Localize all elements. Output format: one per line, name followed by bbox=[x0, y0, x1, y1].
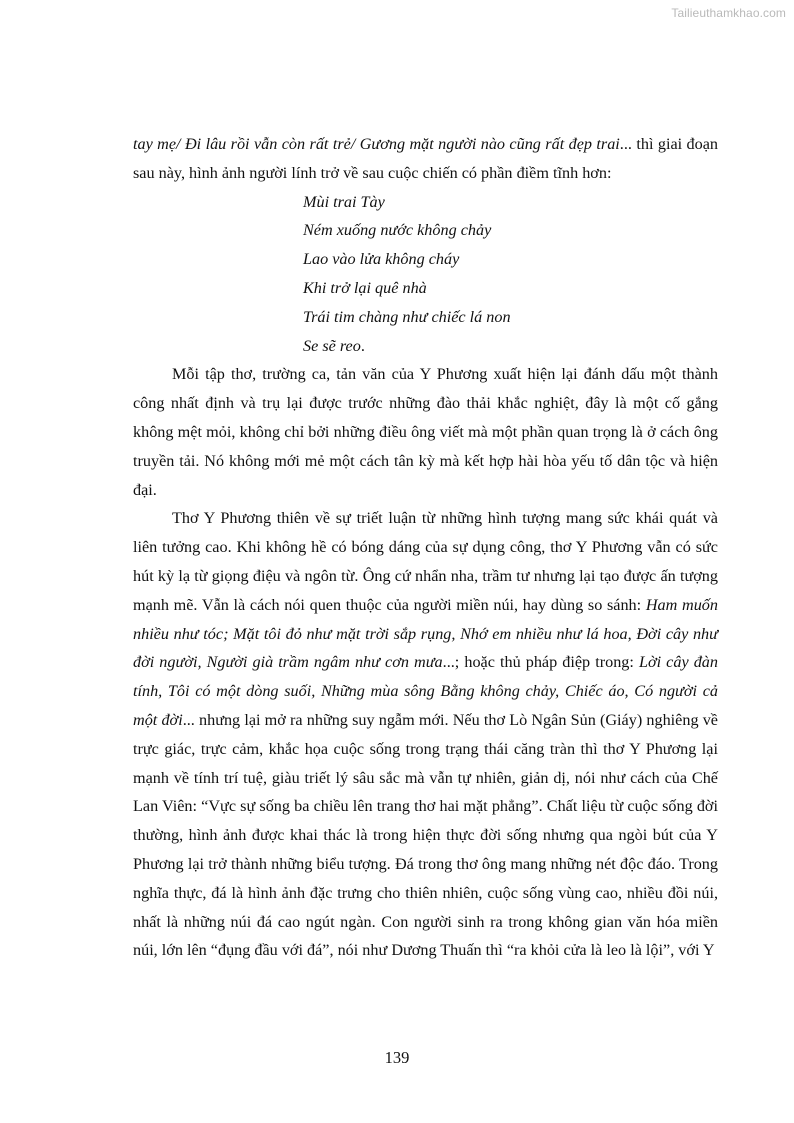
poem-line: Trái tim chàng như chiếc lá non bbox=[303, 307, 511, 326]
poem-block bbox=[133, 188, 718, 361]
watermark: Tailieuthamkhao.com bbox=[671, 6, 786, 20]
paragraph-3 bbox=[133, 504, 718, 965]
poem-line-last bbox=[303, 332, 718, 361]
poem-line: Ném xuống nước không chảy bbox=[303, 221, 492, 240]
poem-line: Mùi trai Tày bbox=[303, 192, 385, 211]
poem-line: Khi trở lại quê nhà bbox=[303, 278, 427, 297]
page-body bbox=[133, 130, 718, 965]
page-number: 139 bbox=[384, 1048, 410, 1067]
paragraph-3-part-3: ... nhưng lại mở ra những suy ngẫm mới. Nếu thơ Lò Ngân Sủn (Giáy) nghiêng về trực giác, trực cảm, khắc họa cuộc sống trong trạng thái căng tràn thì thơ Y Phương lại mạnh về tính trí tuệ, giàu triết lý sâu sắc mà vẫn tự nhiên, giản dị, nói như cách của Chế Lan Viên: “Vực sự sống ba chiều lên trang thơ hai mặt phẳng”. Chất liệu từ cuộc sống đời thường, hình ảnh được khai thác là trong hiện thực đời sống nhưng qua ngòi bút của Y Phương lại trở thành những biểu tượng. Đá trong thơ ông mang những nét độc đáo. Trong nghĩa thực, đá là hình ảnh đặc trưng cho thiên nhiên, cuộc sống vùng cao, nhiều đồi núi, nhất là những núi đá cao ngút ngàn. Con người sinh ra trong không gian văn hóa miền núi, lớn lên “đụng đầu với đá”, nói như Dương Thuấn thì “ra khỏi cửa là leo là lội”, với Y bbox=[133, 710, 718, 960]
paragraph-3-part-1: Thơ Y Phương thiên về sự triết luận từ những hình tượng mang sức khái quát và liên tưởng cao. Khi không hề có bóng dáng của sự dụng công, thơ Y Phương vẫn có sức hút kỳ lạ từ giọng điệu và ngôn từ. Ông cứ nhẩn nha, trầm tư nhưng lại tạo được ấn tượng mạnh mẽ. Vẫn là cách nói quen thuộc của người miền núi, hay dùng so sánh: bbox=[133, 509, 718, 614]
poem-line-text: Se sẽ reo bbox=[303, 336, 361, 355]
paragraph-3-italic-2: Lời cây đàn tính, Tôi có một dòng suối, Những mùa sông Bằng không chảy, Chiếc áo, Có người cả một đời bbox=[133, 653, 718, 729]
paragraph-3-italic-1: Ham muốn nhiều như tóc; Mặt tôi đỏ như mặt trời sắp rụng, Nhớ em nhiều như lá hoa, Đời cây như đời người, Người già trầm ngâm như cơn mưa bbox=[133, 595, 718, 672]
paragraph-2: Mỗi tập thơ, trường ca, tản văn của Y Phương xuất hiện lại đánh dấu một thành công nhất định và trụ lại được trước những đào thải khắc nghiệt, đây là một cố gắng không mệt mỏi, không chỉ bởi những điều ông viết mà một phần quan trọng là ở cách ông truyền tải. Nó không mới mẻ một cách tân kỳ mà kết hợp hài hòa yếu tố dân tộc và hiện đại. bbox=[133, 365, 718, 499]
paragraph-intro-text: ... thì giai đoạn sau này, hình ảnh người lính trở về sau cuộc chiến có phần điềm tĩnh hơn: bbox=[133, 135, 718, 182]
poem-line: Lao vào lửa không cháy bbox=[303, 250, 460, 269]
paragraph-3-part-2: ...; hoặc thủ pháp điệp trong: bbox=[442, 653, 639, 672]
paragraph-intro bbox=[133, 130, 718, 188]
poem-end-period: . bbox=[360, 336, 365, 355]
quoted-verse-inline: tay mẹ/ Đi lâu rồi vẫn còn rất trẻ/ Gương mặt người nào cũng rất đẹp trai bbox=[133, 135, 620, 153]
